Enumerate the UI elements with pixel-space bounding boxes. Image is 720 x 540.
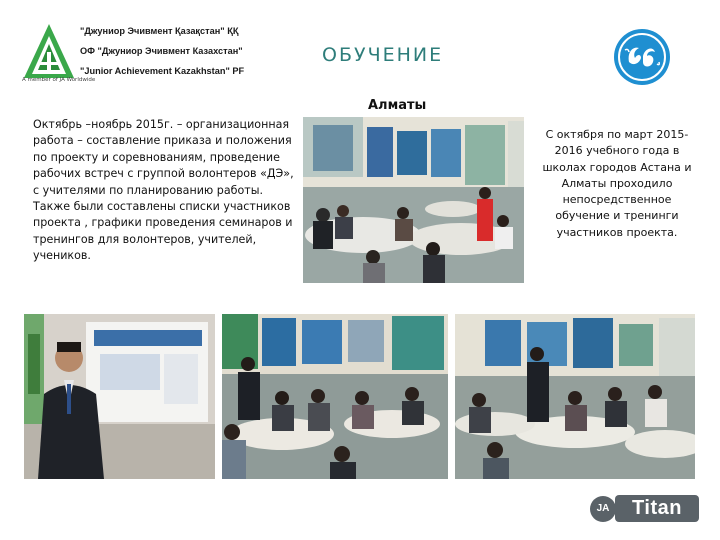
city-heading: Алматы <box>368 98 427 113</box>
titan-logo <box>590 494 700 524</box>
org-name-kazakh: "Джуниор Эчивмент Қазақстан" ҚҚ <box>80 26 239 36</box>
photo-students-tables <box>222 314 448 479</box>
ja-logo <box>22 22 76 84</box>
right-description: С октября по март 2015-2016 учебного года в школах городов Астана и Алматы проходило непосредственное обучение и тренинги участников проекта. <box>542 128 692 239</box>
logo-subtitle: A member of JA Worldwide <box>22 77 96 83</box>
photo-presenter-screen <box>24 314 215 479</box>
ge-logo <box>613 28 671 86</box>
page-title: ОБУЧЕНИЕ <box>322 44 444 66</box>
photo-classroom-almaty <box>303 117 524 283</box>
photo-wide-classroom <box>455 314 695 479</box>
org-name-english: "Junior Achievement Kazakhstan" PF <box>80 66 245 76</box>
org-name-russian: ОФ "Джуниор Эчивмент Казахстан" <box>80 46 243 56</box>
ja-badge: JA <box>590 496 616 522</box>
titan-brand-word: Titan <box>615 495 699 522</box>
left-description: Октябрь –ноябрь 2015г. – организационная работа – составление приказа и положения по проекту и соревнованиям, проведение рабочих встреч с группой волонтеров «ДЭ», с учителями по планированию работы. Также были составлены списки участников проекта , графики проведения семинаров и тренингов для волонтеров, учителей, учеников. <box>33 118 294 263</box>
